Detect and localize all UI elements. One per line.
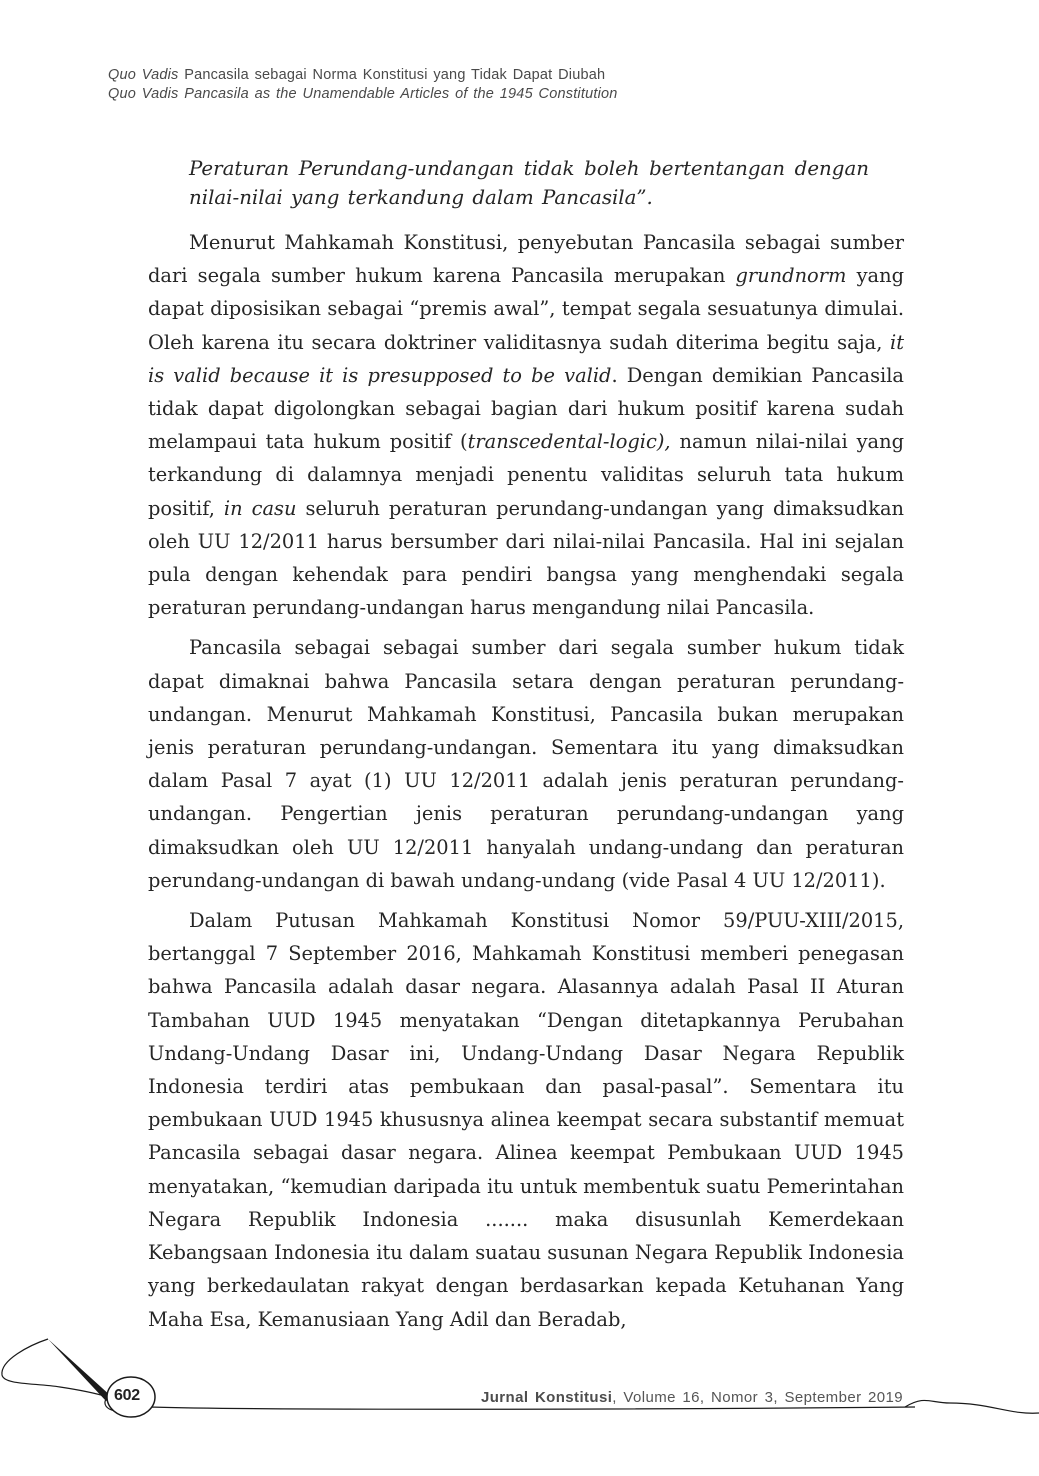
paragraph-1-latin-phrase: it is valid because it is presupposed to be valid bbox=[148, 330, 904, 387]
running-header-line-1 bbox=[108, 66, 618, 85]
paragraph-2: Pancasila sebagai sebagai sumber dari segala sumber hukum tidak dapat dimaknai bahwa Pancasila setara dengan peraturan perundang-undangan. Menurut Mahkamah Konstitusi, Pancasila bukan merupakan jenis peraturan perundang-undangan. Sementara itu yang dimaksudkan dalam Pasal 7 ayat (1) UU 12/2011 adalah jenis peraturan perundang-undangan. Pengertian jenis peraturan perundang-undangan yang dimaksudkan oleh UU 12/2011 hanyalah undang-undang dan peraturan perundang-undangan di bawah undang-undang (vide Pasal 4 UU 12/2011). bbox=[148, 636, 904, 892]
paragraph-1 bbox=[148, 226, 904, 624]
running-header bbox=[108, 66, 618, 104]
paragraph-1-text-e: . Dengan demikian Pancasila tidak dapat digolongkan sebagai bagian dari hukum positif karena sudah melampaui tata hukum positif ( bbox=[148, 363, 904, 454]
page-number: 602 bbox=[114, 1387, 140, 1404]
running-header-italic: Quo Vadis bbox=[108, 67, 179, 83]
block-quote: Peraturan Perundang-undangan tidak boleh bertentangan dengan nilai-nilai yang terkandung dalam Pancasila”. bbox=[189, 157, 869, 209]
paragraph-1-term-grundnorm: grundnorm bbox=[735, 264, 847, 288]
paragraph-1-text-g: namun nilai-nilai yang terkandung di dalamnya menjadi penentu validitas seluruh tata hukum positif, bbox=[148, 430, 904, 520]
paragraph-1-text-i: seluruh peraturan perundang-undangan yang dimaksudkan oleh UU 12/2011 harus bersumber dari nilai-nilai Pancasila. Hal ini sejalan pula dengan kehendak para pendiri bangsa yang menghendaki segala peraturan perundang-undangan harus mengandung nilai Pancasila. bbox=[148, 496, 904, 620]
journal-citation bbox=[481, 1389, 903, 1406]
footer-swoosh-decoration bbox=[0, 1325, 1039, 1425]
paragraph-1-text-c: yang dapat diposisikan sebagai “premis awal”, tempat segala sesuatunya dimulai. Oleh karena itu secara doktriner validitasnya sudah diterima begitu saja, bbox=[148, 264, 904, 354]
journal-issue: , Volume 16, Nomor 3, September 2019 bbox=[612, 1389, 903, 1406]
running-header-title: Pancasila sebagai Norma Konstitusi yang Tidak Dapat Diubah bbox=[178, 67, 606, 83]
paragraph-1-text-a: Menurut Mahkamah Konstitusi, penyebutan Pancasila sebagai sumber dari segala sumber hukum karena Pancasila merupakan bbox=[148, 231, 904, 288]
article-body bbox=[148, 154, 904, 1343]
paragraph-3: Dalam Putusan Mahkamah Konstitusi Nomor 59/PUU-XIII/2015, bertanggal 7 September 2016, Mahkamah Konstitusi memberi penegasan bahwa Pancasila adalah dasar negara. Alasannya adalah Pasal II Aturan Tambahan UUD 1945 menyatakan “Dengan ditetapkannya Perubahan Undang-Undang Dasar ini, Undang-Undang Dasar Negara Republik Indonesia terdiri atas pembukaan dan pasal-pasal”. Sementara itu pembukaan UUD 1945 khususnya alinea keempat secara substantif memuat Pancasila sebagai dasar negara. Alinea keempat Pembukaan UUD 1945 menyatakan, “kemudian daripada itu untuk membentuk suatu Pemerintahan Negara Republik Indonesia ....... maka disusunlah Kemerdekaan Kebangsaan Indonesia itu dalam suatau susunan Negara Republik Indonesia yang berkedaulatan rakyat dengan berdasarkan kepada Ketuhanan Yang Maha Esa, Kemanusiaan Yang Adil dan Beradab, bbox=[148, 909, 904, 1331]
journal-name: Jurnal Konstitusi bbox=[480, 1389, 613, 1406]
paragraph-1-term-in-casu: in casu bbox=[223, 496, 297, 520]
paragraph-1-term-transcedental: transcedental-logic), bbox=[467, 430, 671, 454]
running-header-line-2: Quo Vadis Pancasila as the Unamendable Articles of the 1945 Constitution bbox=[108, 86, 618, 102]
